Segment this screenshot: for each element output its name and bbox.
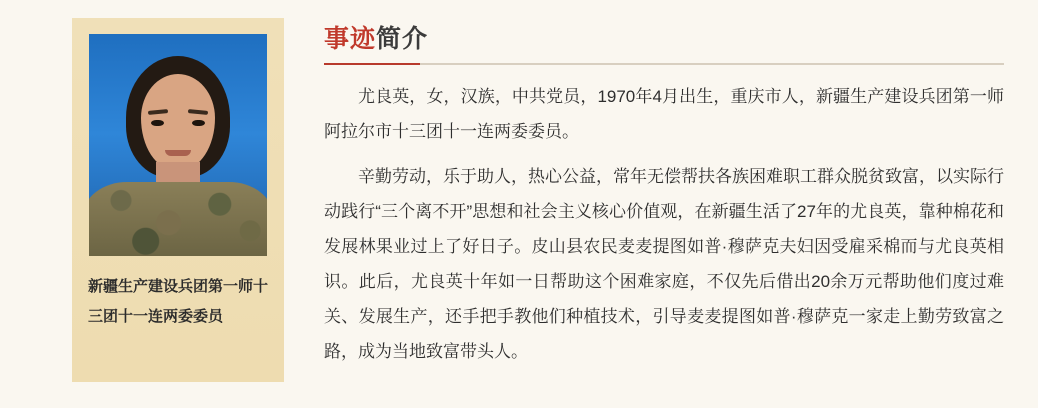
portrait-mouth	[165, 150, 191, 156]
article-paragraph: 尤良英，女，汉族，中共党员，1970年4月出生，重庆市人，新疆生产建设兵团第一师阿拉尔市十三团十一连两委委员。	[324, 86, 1004, 141]
article-paragraph: 辛勤劳动，乐于助人，热心公益，常年无偿帮扶各族困难职工群众脱贫致富，以实际行动践行“三个离不开”思想和社会主义核心价值观，在新疆生活了27年的尤良英，靠种棉花和发展林果业过上了好日子。皮山县农民麦麦提图如普·穆萨克夫妇因受雇采棉而与尤良英相识。此后，尤良英十年如一日帮助这个困难家庭，不仅先后借出20余万元帮助他们度过难关、发展生产，还手把手教他们种植技术，引导麦麦提图如普·穆萨克一家走上勤劳致富之路，成为当地致富带头人。	[324, 166, 1004, 361]
page-title-rest: 简介	[376, 25, 429, 53]
page-title-emphasis: 事迹	[324, 25, 377, 53]
page-title	[324, 26, 1004, 54]
portrait-eye-left	[151, 120, 164, 126]
portrait-photo	[89, 34, 267, 256]
article-body	[324, 79, 1004, 369]
title-divider	[324, 63, 1004, 65]
profile-card	[72, 18, 284, 382]
profile-caption: 新疆生产建设兵团第一师十三团十一连两委委员	[88, 278, 269, 325]
article-content	[284, 18, 1004, 394]
portrait-uniform	[89, 182, 267, 256]
portrait-eye-right	[192, 120, 205, 126]
